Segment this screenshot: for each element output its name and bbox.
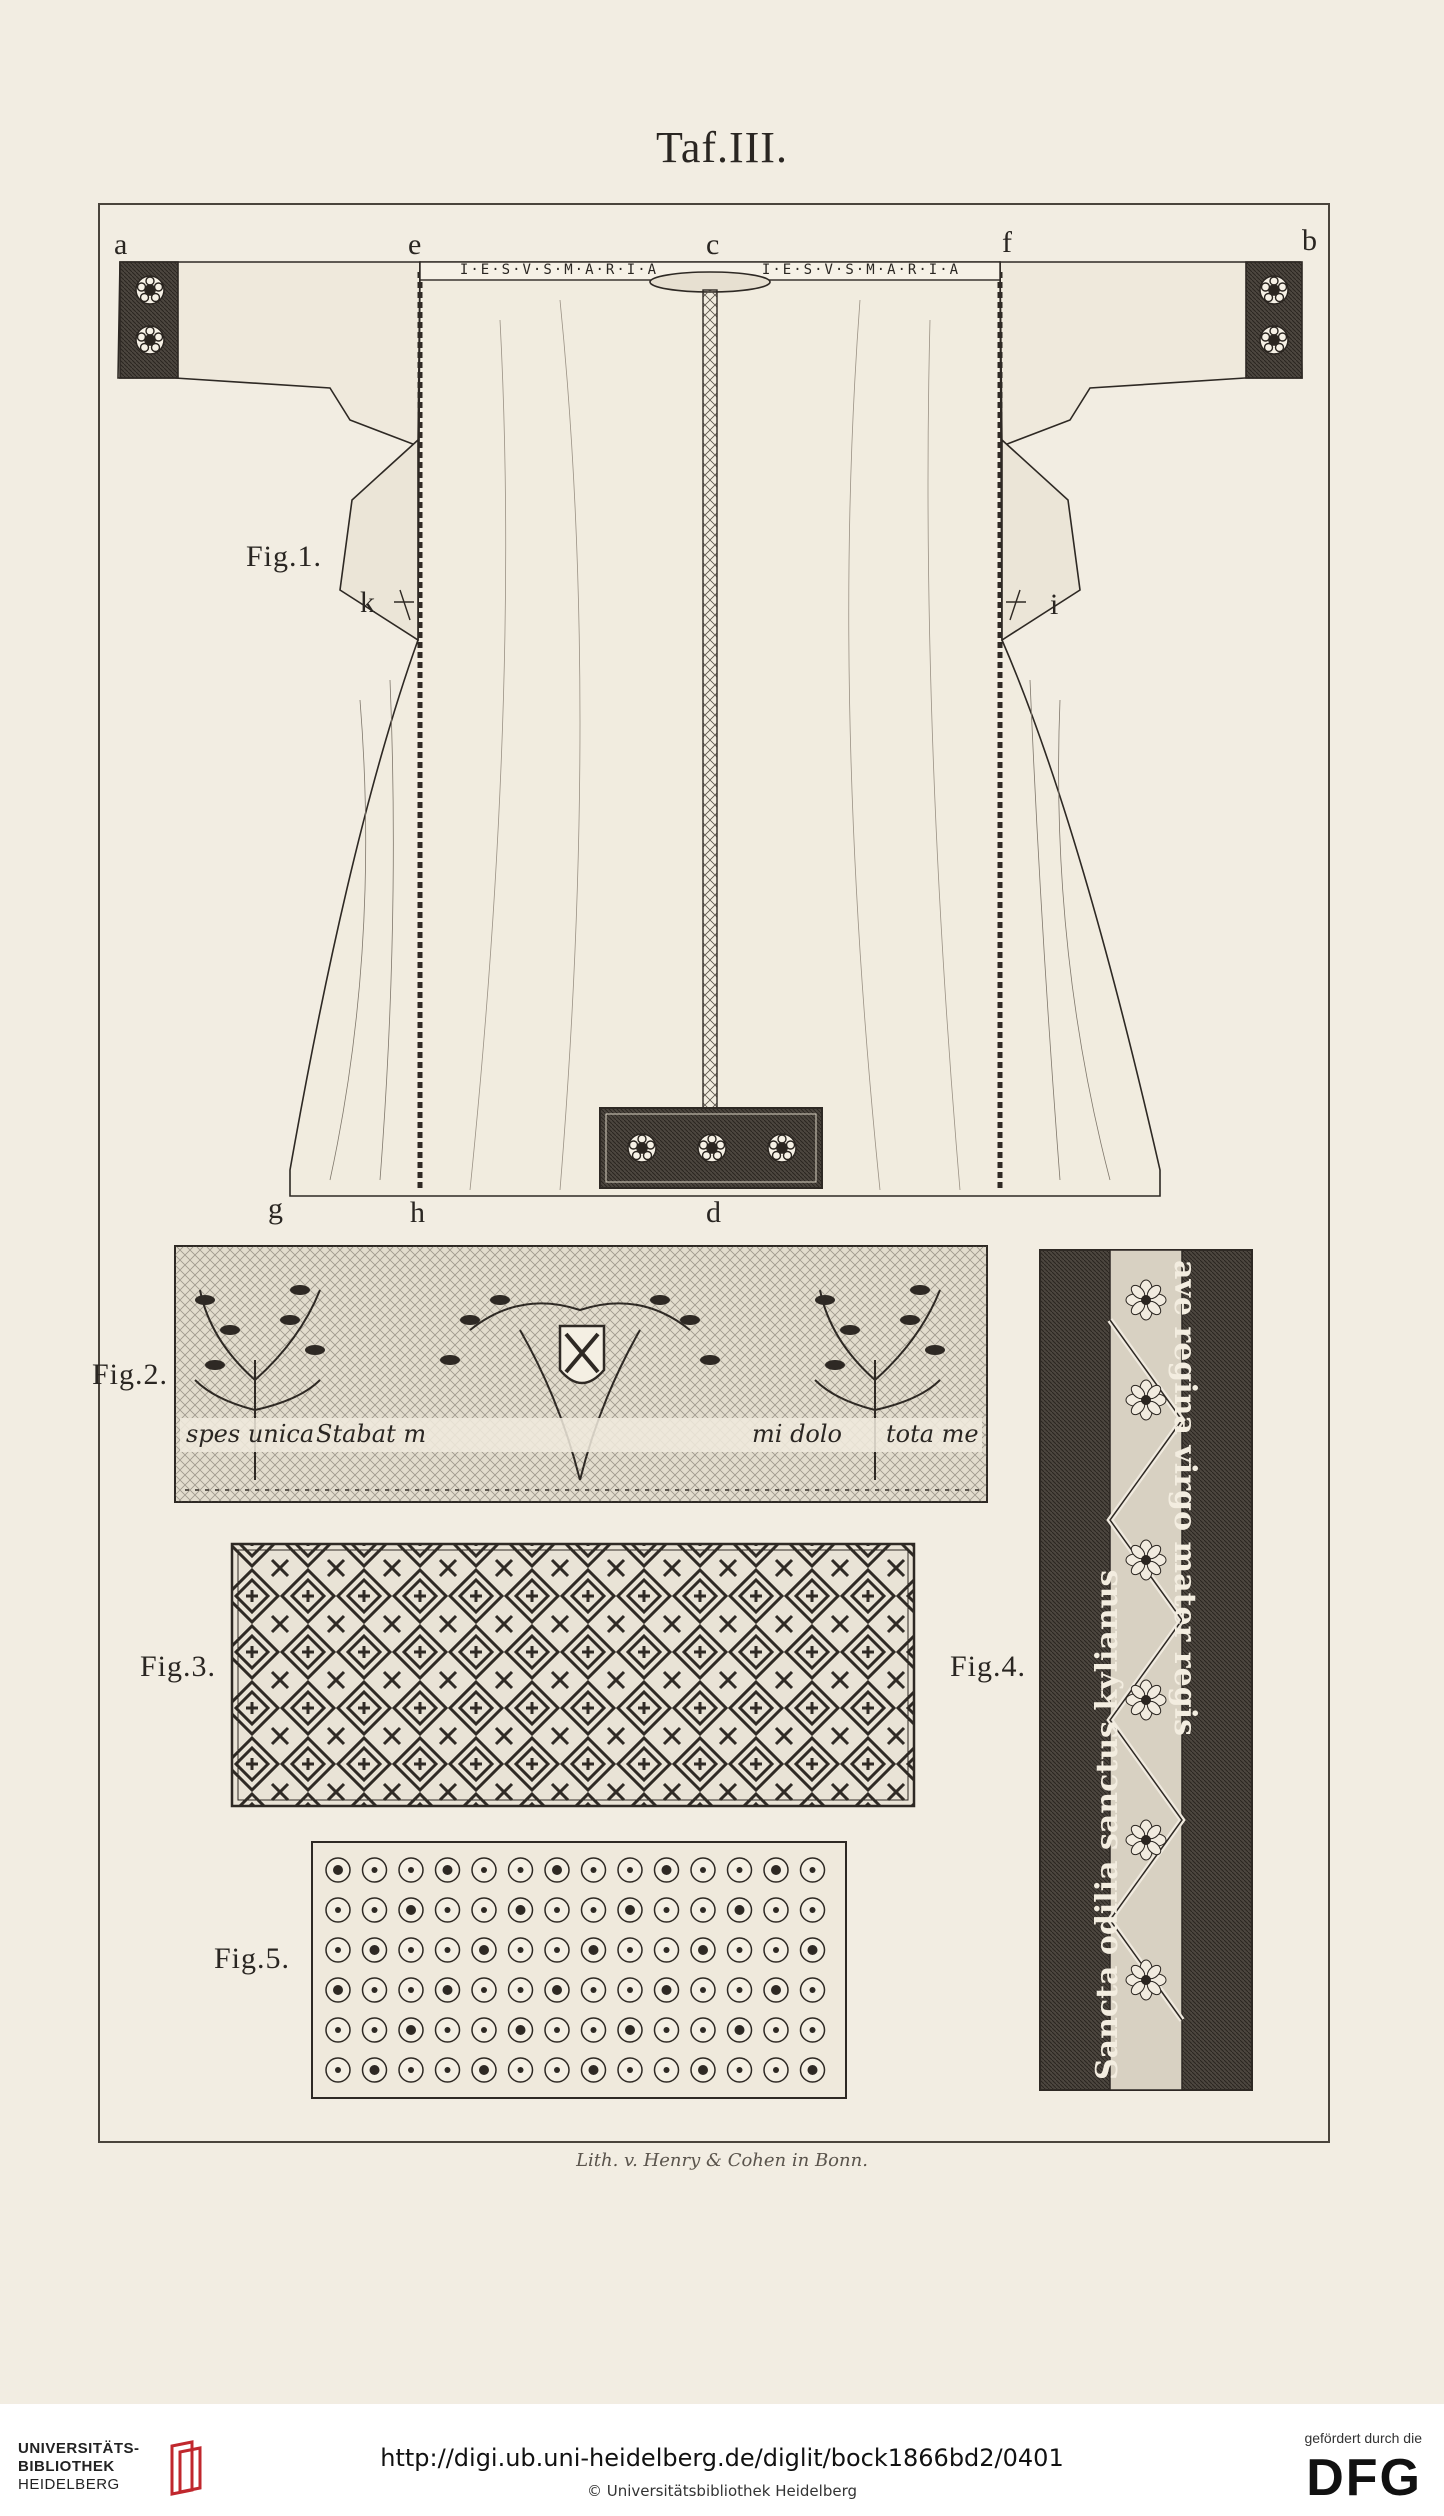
point-label-k: k [360,586,375,619]
figure5-rosette-center [662,1985,672,1995]
permalink-url[interactable]: http://digi.ub.uni-heidelberg.de/diglit/bock1866bd2/0401 [380,2444,1064,2472]
figure5-rosette-center [591,1907,597,1913]
point-label-b: b [1302,224,1317,257]
figure5-rosette-center [445,1947,451,1953]
figure3-band [232,1544,914,1806]
figure5-rosette-center [808,1945,818,1955]
figure2-label: Fig.2. [92,1358,169,1391]
figure5-rosette-center [372,2027,378,2033]
figure5-rosette-center [700,2027,706,2033]
figure5-rosette-center [737,1987,743,1993]
figure5-rosette-center [481,2027,487,2033]
figure5-rosette-center [518,1987,524,1993]
figure5-rosette-field [312,1842,846,2098]
figure5-rosette-center [445,2067,451,2073]
figure5-rosette-center [554,1907,560,1913]
figure5-rosette-center [372,1907,378,1913]
figure5-rosette-center [481,1987,487,1993]
figure5-rosette-center [625,2025,635,2035]
figure5-rosette-center [335,1947,341,1953]
figure5-rosette-center [333,1865,343,1875]
point-label-g: g [268,1192,283,1225]
figure5-rosette-center [406,2025,416,2035]
figure5-rosette-center [408,1987,414,1993]
point-label-f: f [1002,226,1012,259]
figure5-rosette-center [589,2065,599,2075]
figure5-rosette-center [372,1987,378,1993]
figure5-rosette-center [518,2067,524,2073]
figure5-rosette-center [479,2065,489,2075]
figure5-rosette-center [370,2065,380,2075]
figure5-rosette-center [662,1865,672,1875]
figure5-rosette-center [335,2027,341,2033]
figure5-rosette-center [627,2067,633,2073]
figure5-rosette-center [735,2025,745,2035]
collar-inscription-right: I·E·S·V·S·M·A·R·I·A [761,262,961,278]
figure5-rosette-center [554,2067,560,2073]
figure5-rosette-center [810,1987,816,1993]
figure5-rosette-center [445,1907,451,1913]
figure5-rosette-center [810,1907,816,1913]
figure5-rosette-center [370,1945,380,1955]
figure2-inscription: spes unica [186,1420,315,1448]
figure5-rosette-center [773,1947,779,1953]
funding-note: gefördert durch die [1304,2430,1422,2446]
dfg-logo: DFG [1306,2449,1422,2507]
figure5-rosette-center [408,2067,414,2073]
figure5-rosette-center [591,1867,597,1873]
figure5-rosette-center [664,1947,670,1953]
copyright-notice: © Universitätsbibliothek Heidelberg [586,2482,857,2500]
figure5-rosette-center [773,1907,779,1913]
figure5-rosette-center [406,1905,416,1915]
library-name-line3: HEIDELBERG [18,2476,120,2493]
figure5-rosette-center [408,1867,414,1873]
figure5-rosette-center [335,2067,341,2073]
figure4-label: Fig.4. [950,1650,1027,1683]
figure5-rosette-center [771,1985,781,1995]
figure5-rosette-center [443,1985,453,1995]
figure5-rosette-center [481,1907,487,1913]
figure5-rosette-center [773,2027,779,2033]
figure5-rosette-center [700,1987,706,1993]
figure5-rosette-center [408,1947,414,1953]
plate-title: Taf.III. [656,123,788,172]
figure5-rosette-center [516,1905,526,1915]
figure5-rosette-center [591,1987,597,1993]
figure5-rosette-center [591,2027,597,2033]
figure5-rosette-center [627,1987,633,1993]
figure5-rosette-center [771,1865,781,1875]
figure5-rosette-center [773,2067,779,2073]
point-label-i: i [1050,588,1059,621]
figure5-rosette-center [589,1945,599,1955]
figure5-rosette-center [627,1867,633,1873]
figure5-rosette-center [333,1985,343,1995]
figure5-rosette-center [700,1907,706,1913]
footer-bar [0,2404,1444,2516]
figure5-rosette-center [516,2025,526,2035]
figure5-rosette-center [808,2065,818,2075]
figure5-rosette-center [664,1907,670,1913]
figure5-rosette-center [445,2027,451,2033]
figure5-rosette-center [554,1947,560,1953]
figure4-inscription-left-wrap [1040,1250,1125,2090]
figure5-rosette-center [625,1905,635,1915]
figure5-rosette-center [737,2067,743,2073]
point-label-h: h [410,1196,425,1229]
figure4-inscription-left: Sancta odilia sanctus kylianus [1090,1569,1125,2080]
point-label-c: c [706,228,720,261]
library-name-line2: BIBLIOTHEK [18,2458,115,2475]
point-label-e: e [408,228,422,261]
figure5-rosette-center [810,1867,816,1873]
figure5-rosette-center [737,1947,743,1953]
figure2-band [175,1246,987,1502]
point-label-d: d [706,1196,721,1229]
figure2-inscription: mi dolo [752,1420,842,1448]
figure5-rosette-center [698,1945,708,1955]
figure5-rosette-center [552,1985,562,1995]
figure5-rosette-center [554,2027,560,2033]
figure5-rosette-center [443,1865,453,1875]
figure5-rosette-center [810,2027,816,2033]
figure5-rosette-center [481,1867,487,1873]
figure1-garment [118,262,1302,1196]
figure5-rosette-center [664,2027,670,2033]
figure2-inscription: Stabat m [316,1420,427,1448]
figure4-inscription-right: ave regina virgo mater regis [1167,1260,1202,1736]
figure5-rosette-center [627,1947,633,1953]
figure4-inscription-right-wrap [1167,1250,1252,2090]
figure5-rosette-center [552,1865,562,1875]
figure5-rosette-center [737,1867,743,1873]
figure5-rosette-center [664,2067,670,2073]
figure2-inscription: tota me [886,1420,979,1448]
point-label-a: a [114,228,128,261]
figure5-rosette-center [698,2065,708,2075]
figure5-rosette-center [335,1907,341,1913]
figure5-rosette-center [735,1905,745,1915]
figure5-rosette-center [479,1945,489,1955]
lithographer-credit: Lith. v. Henry & Cohen in Bonn. [576,2150,868,2171]
figure5-rosette-center [372,1867,378,1873]
figure1-label: Fig.1. [246,540,323,573]
collar-inscription-left: I·E·S·V·S·M·A·R·I·A [459,262,659,278]
figure5-label: Fig.5. [214,1942,291,1975]
figure5-rosette-center [700,1867,706,1873]
figure5-rosette-center [518,1947,524,1953]
library-name-line1: UNIVERSITÄTS- [18,2440,140,2457]
figure3-label: Fig.3. [140,1650,217,1683]
figure5-rosette-center [518,1867,524,1873]
